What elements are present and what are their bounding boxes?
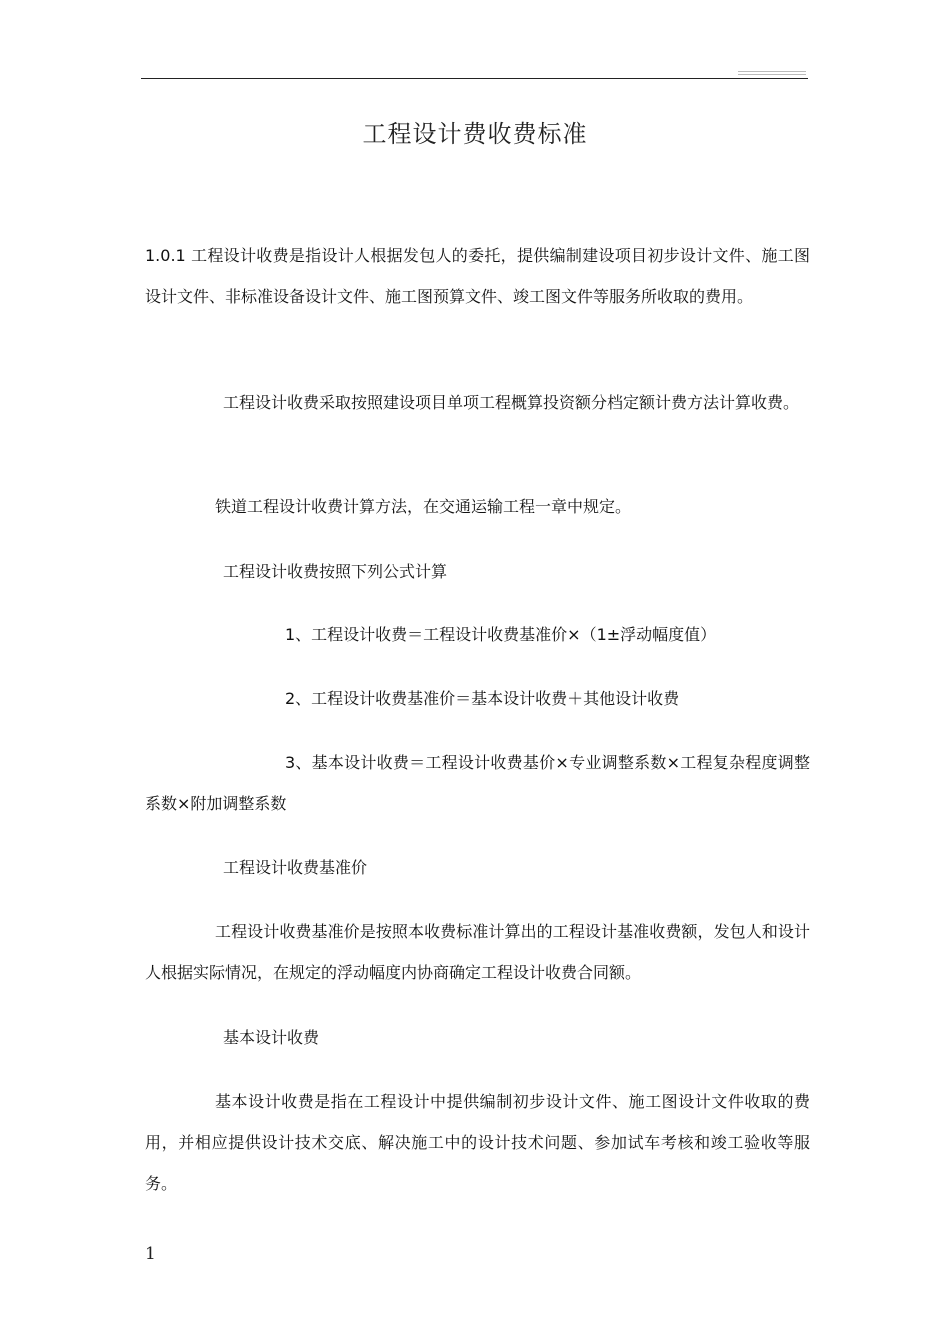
- paragraph: 工程设计收费采取按照建设项目单项工程概算投资额分档定额计费方法计算收费。: [223, 393, 800, 412]
- formula-line: 1、工程设计收费＝工程设计收费基准价×（1±浮动幅度值）: [285, 625, 717, 644]
- section-heading: 基本设计收费: [223, 1028, 320, 1047]
- paragraph: 1.0.1 工程设计收费是指设计人根据发包人的委托，提供编制建设项目初步设计文件、施工图设计文件、非标准设备设计文件、施工图预算文件、竣工图文件等服务所收取的费用。: [145, 246, 810, 306]
- paragraph: 基本设计收费是指在工程设计中提供编制初步设计文件、施工图设计文件收取的费用，并相应提供设计技术交底、解决施工中的设计技术问题、参加试车考核和竣工验收等服务。: [145, 1092, 810, 1193]
- paragraph: 工程设计收费按照下列公式计算: [223, 562, 448, 581]
- formula-line: 2、工程设计收费基准价＝基本设计收费＋其他设计收费: [285, 689, 680, 708]
- paragraph: 工程设计收费基准价是按照本收费标准计算出的工程设计基准收费额，发包人和设计人根据实际情况，在规定的浮动幅度内协商确定工程设计收费合同额。: [145, 922, 810, 982]
- paragraph: 铁道工程设计收费计算方法，在交通运输工程一章中规定。: [215, 497, 632, 516]
- page-number: 1: [145, 1244, 156, 1264]
- header-mark: [738, 71, 806, 72]
- section-heading: 工程设计收费基准价: [223, 858, 368, 877]
- document-title: 工程设计费收费标准: [362, 120, 588, 148]
- header-mark: [738, 74, 806, 75]
- header-rule: [141, 78, 808, 79]
- formula-line: 3、基本设计收费＝工程设计收费基价×专业调整系数×工程复杂程度调整系数×附加调整系数: [145, 753, 810, 813]
